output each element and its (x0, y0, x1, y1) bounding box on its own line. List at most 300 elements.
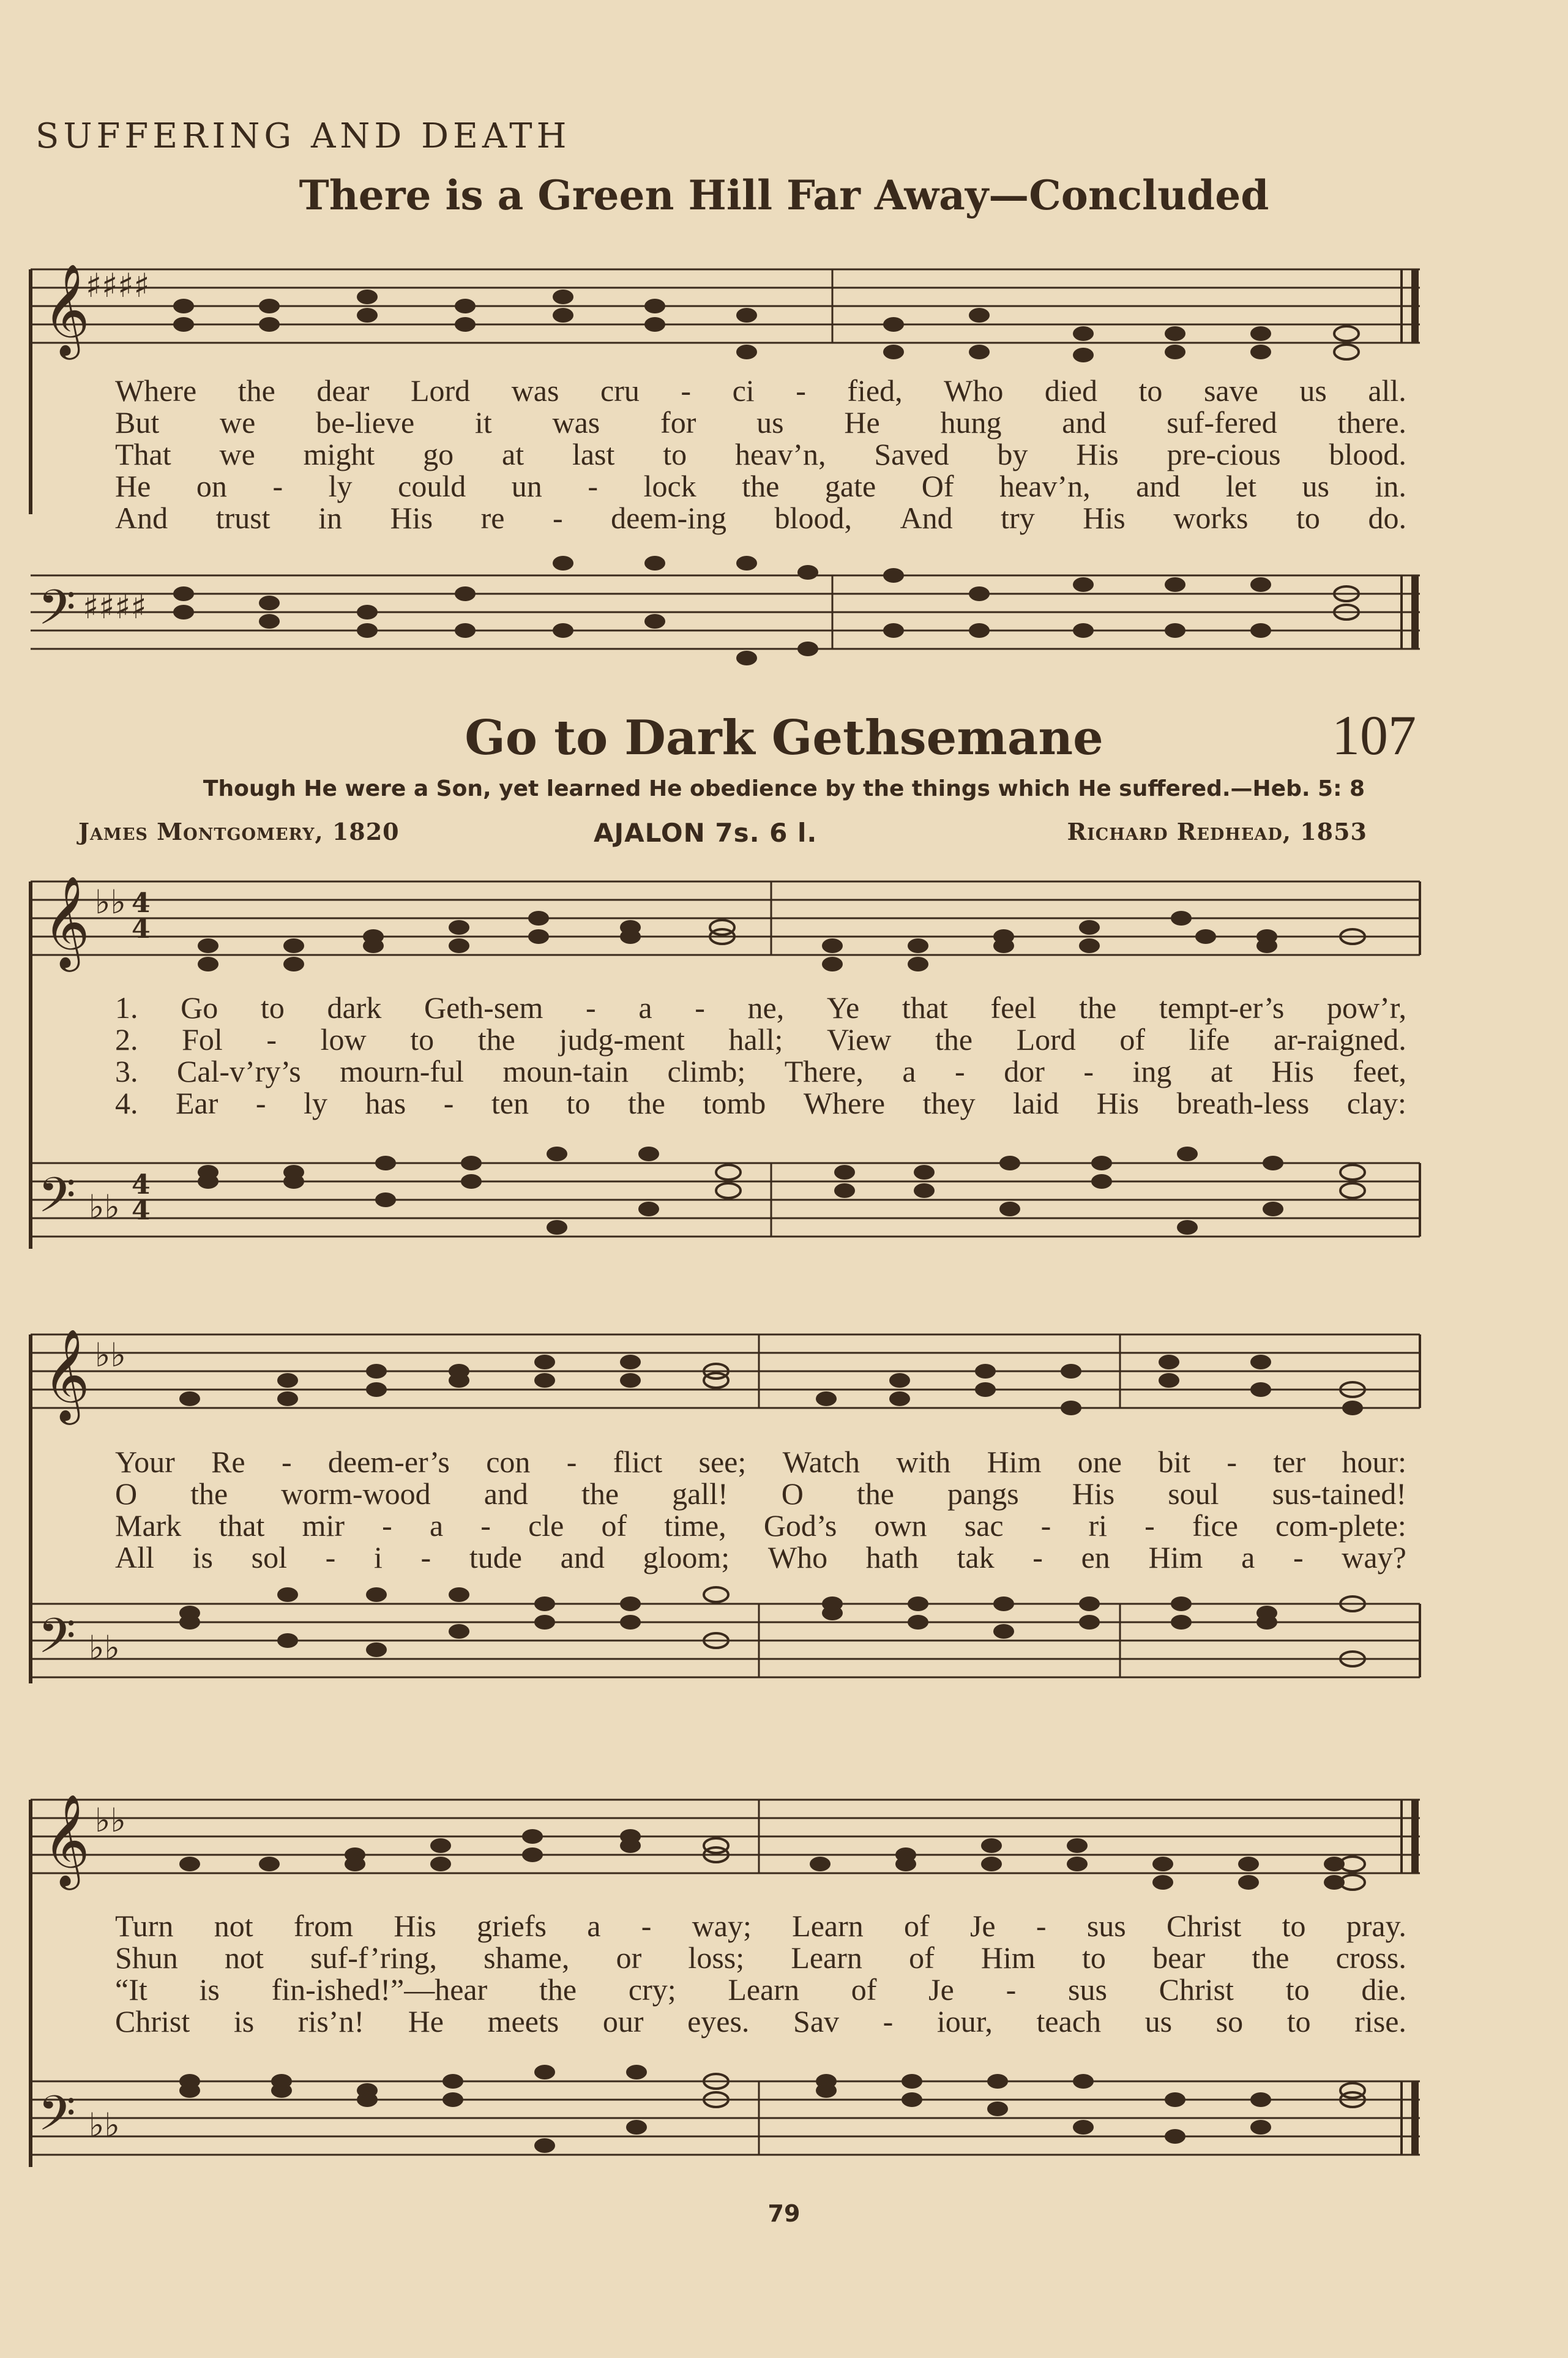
lyric-word: has (365, 1086, 406, 1120)
lyric-word: - (266, 1022, 277, 1057)
lyric-word: the (190, 1477, 228, 1511)
lyric-word: and (1136, 469, 1181, 503)
lyric-word: to (566, 1086, 591, 1120)
lyric-word: heav’n, (999, 469, 1091, 503)
lyric-word: ris’n! (297, 2004, 365, 2038)
lyric-word: not (214, 1909, 253, 1943)
lyric-word: us (1144, 2004, 1173, 2038)
lyric-word: “It (115, 1972, 147, 2007)
svg-text:𝄢: 𝄢 (38, 1167, 76, 1235)
lyric-word: 4. (115, 1086, 138, 1120)
lyric-word: - (480, 1508, 491, 1543)
lyric-word: - (695, 990, 705, 1025)
lyric-word: own (874, 1508, 927, 1543)
lyric-word: pre-cious (1167, 437, 1281, 471)
lyric-word: deem-ing (611, 501, 726, 535)
lyric-word: Geth-sem (424, 990, 543, 1025)
lyric-word: Who (767, 1540, 828, 1574)
lyric-word: His (1076, 437, 1119, 471)
lyric-line (115, 1910, 1406, 1942)
lyric-line (115, 438, 1406, 470)
lyric-word: Cal-v’ry’s (177, 1054, 301, 1088)
lyric-word: died (1044, 373, 1097, 408)
lyric-word: - (1006, 1972, 1017, 2007)
lyric-word: Learn (791, 1941, 862, 1975)
lyric-word: re (480, 501, 505, 535)
lyric-word: of (851, 1972, 877, 2007)
lyric-word: to (1138, 373, 1163, 408)
hymn-a-treble-staff (24, 257, 1426, 380)
svg-text:♯♯♯♯: ♯♯♯♯ (83, 588, 147, 626)
lyric-word: And (115, 501, 168, 535)
lyric-word: one (1077, 1445, 1122, 1479)
lyric-word: O (781, 1477, 804, 1511)
lyric-word: bear (1152, 1941, 1206, 1975)
lyric-word: the (539, 1972, 577, 2007)
lyric-word: of (904, 1909, 930, 1943)
lyric-word: and (560, 1540, 605, 1574)
lyric-word: gate (824, 469, 876, 503)
svg-text:𝄞: 𝄞 (43, 1328, 90, 1421)
lyric-word: Je (928, 1972, 954, 2007)
lyric-word: 3. (115, 1054, 138, 1088)
lyric-word: Fol (182, 1022, 223, 1057)
lyric-word: dor (1004, 1054, 1045, 1088)
lyric-word: for (660, 405, 696, 440)
lyric-word: un (511, 469, 542, 503)
lyric-word: from (293, 1909, 354, 1943)
lyric-line (115, 1087, 1406, 1119)
lyric-word: Lord (1016, 1022, 1076, 1057)
lyric-word: pangs (947, 1477, 1019, 1511)
lyric-word: in. (1375, 469, 1406, 503)
lyric-word: feet, (1353, 1054, 1406, 1088)
lyric-word: rise. (1354, 2004, 1406, 2038)
svg-text:𝄞: 𝄞 (43, 1793, 90, 1886)
lyric-line (115, 1446, 1406, 1478)
system-1-treble-staff (24, 869, 1426, 992)
system-2-treble-staff (24, 1322, 1426, 1445)
lyric-line (115, 406, 1406, 438)
hymn-a-bass-staff (24, 551, 1426, 673)
lyric-word: ing (1132, 1054, 1172, 1088)
lyric-line (115, 1055, 1406, 1087)
lyric-word: sac (964, 1508, 1004, 1543)
lyric-word: feel (990, 990, 1037, 1025)
lyric-word: sus-tained! (1272, 1477, 1406, 1511)
lyric-word: all. (1368, 373, 1406, 408)
lyric-word: Ear (176, 1086, 218, 1120)
lyric-word: - (281, 1445, 292, 1479)
lyric-word: con (486, 1445, 531, 1479)
lyric-word: not (225, 1941, 264, 1975)
lyric-word: Re (211, 1445, 245, 1479)
lyric-word: the (477, 1022, 515, 1057)
lyric-word: suf-fered (1167, 405, 1277, 440)
lyric-line (115, 992, 1406, 1024)
lyric-word: - (552, 501, 563, 535)
lyric-word: fin-ished!”—hear (271, 1972, 488, 2007)
lyric-word: is (233, 2004, 255, 2038)
lyric-word: blood. (1329, 437, 1406, 471)
lyric-word: the (627, 1086, 665, 1120)
lyric-word: His (1083, 501, 1126, 535)
lyric-word: might (303, 437, 375, 471)
lyric-word: His (390, 501, 433, 535)
lyric-word: deem-er’s (327, 1445, 450, 1479)
lyric-word: heav’n, (734, 437, 826, 471)
lyric-word: His (1072, 1477, 1115, 1511)
lyric-word: Christ (1167, 1909, 1242, 1943)
lyric-word: that (218, 1508, 265, 1543)
lyric-word: tomb (703, 1086, 766, 1120)
lyric-word: flict (613, 1445, 663, 1479)
lyric-word: Christ (1159, 1972, 1234, 2007)
lyric-word: the (935, 1022, 973, 1057)
lyric-line (115, 375, 1406, 406)
lyric-word: And (900, 501, 953, 535)
lyric-word: com-plete: (1275, 1508, 1406, 1543)
lyric-word: - (420, 1540, 431, 1574)
lyric-word: - (255, 1086, 266, 1120)
lyric-word: is (192, 1540, 213, 1574)
lyric-word: at (1210, 1054, 1233, 1088)
svg-text:♭♭: ♭♭ (89, 1188, 120, 1226)
lyric-word: it (474, 405, 492, 440)
hymn-a-lyrics (115, 375, 1406, 534)
lyric-word: cle (528, 1508, 564, 1543)
lyric-word: a (587, 1909, 601, 1943)
lyric-word: His (394, 1909, 436, 1943)
lyric-word: to (1296, 501, 1320, 535)
section-heading: SUFFERING AND DEATH (35, 116, 571, 156)
lyric-word: was (511, 373, 559, 408)
lyric-word: Who (944, 373, 1004, 408)
lyric-word: works (1173, 501, 1249, 535)
svg-text:♭♭: ♭♭ (89, 1628, 120, 1667)
lyric-word: our (602, 2004, 644, 2038)
lyric-word: last (572, 437, 615, 471)
lyric-word: by (997, 437, 1028, 471)
lyric-word: to (1285, 1972, 1310, 2007)
lyric-word: try (1001, 501, 1035, 535)
lyric-word: us (1302, 469, 1329, 503)
lyric-word: die. (1361, 1972, 1406, 2007)
lyric-word: teach (1036, 2004, 1101, 2038)
lyric-word: Sav (793, 2004, 840, 2038)
lyric-word: - (382, 1508, 392, 1543)
lyric-word: meets (487, 2004, 559, 2038)
lyric-word: a (429, 1508, 444, 1543)
lyric-line (115, 502, 1406, 534)
lyric-word: - (955, 1054, 965, 1088)
lyric-word: of (1119, 1022, 1146, 1057)
lyric-word: to (663, 437, 687, 471)
svg-text:♭♭: ♭♭ (95, 1801, 126, 1840)
lyric-word: Where (803, 1086, 886, 1120)
lyric-word: a (902, 1054, 916, 1088)
lyric-word: pray. (1346, 1909, 1406, 1943)
lyric-word: cry; (628, 1972, 676, 2007)
lyric-word: was (552, 405, 600, 440)
lyric-word: us (756, 405, 784, 440)
lyric-word: to (1286, 2004, 1311, 2038)
lyric-word: bit (1158, 1445, 1191, 1479)
svg-text:𝄞: 𝄞 (43, 263, 90, 356)
lyric-word: Go (181, 990, 218, 1025)
lyric-word: so (1215, 2004, 1244, 2038)
lyric-word: sus (1086, 1909, 1126, 1943)
lyric-word: is (199, 1972, 220, 2007)
lyric-word: - (1040, 1508, 1051, 1543)
lyric-word: lock (643, 469, 696, 503)
lyric-word: His (1096, 1086, 1140, 1120)
svg-text:4: 4 (132, 888, 151, 919)
lyric-word: moun-tain (502, 1054, 629, 1088)
lyric-word: at (502, 437, 525, 471)
lyric-word: - (443, 1086, 454, 1120)
system-2-bass-staff (24, 1579, 1426, 1702)
lyric-word: clay: (1346, 1086, 1406, 1120)
lyric-word: Shun (115, 1941, 178, 1975)
lyric-word: to (1082, 1941, 1106, 1975)
lyric-word: cru (600, 373, 640, 408)
svg-text:♭♭: ♭♭ (95, 1336, 126, 1374)
lyric-word: But (115, 405, 160, 440)
scripture-epigraph: Though He were a Son, yet learned He obedience by the things which He suffered.—Heb. 5: 8 (203, 776, 1365, 801)
lyric-line (115, 1024, 1406, 1055)
lyric-line (115, 1541, 1406, 1573)
lyric-word: ten (491, 1086, 529, 1120)
lyric-word: sol (251, 1540, 287, 1574)
hymn-number: 107 (1332, 704, 1416, 766)
lyric-word: pow’r, (1327, 990, 1406, 1025)
lyric-word: ly (328, 469, 353, 503)
lyric-word: - (796, 373, 806, 408)
lyric-word: Lord (410, 373, 471, 408)
lyric-word: Him (980, 1941, 1036, 1975)
lyric-word: the (742, 469, 780, 503)
lyric-word: gloom; (643, 1540, 730, 1574)
svg-text:♭♭: ♭♭ (95, 883, 126, 921)
lyric-word: hath (865, 1540, 919, 1574)
lyric-word: His (1271, 1054, 1314, 1088)
lyric-word: life (1189, 1022, 1230, 1057)
lyric-word: of (601, 1508, 627, 1543)
lyric-word: hung (940, 405, 1002, 440)
lyric-word: eyes. (687, 2004, 750, 2038)
lyric-word: There, (784, 1054, 864, 1088)
svg-text:4: 4 (132, 913, 151, 945)
lyric-word: fice (1192, 1508, 1238, 1543)
lyric-word: ri (1088, 1508, 1108, 1543)
svg-text:𝄢: 𝄢 (38, 579, 76, 648)
words-credit: James Montgomery, 1820 (78, 818, 400, 845)
lyric-word: us (1299, 373, 1327, 408)
lyric-word: - (566, 1445, 577, 1479)
lyric-word: breath-less (1176, 1086, 1310, 1120)
svg-text:♯♯♯♯: ♯♯♯♯ (86, 266, 150, 305)
lyric-word: Of (921, 469, 954, 503)
lyric-word: we (220, 405, 256, 440)
lyric-word: gall! (672, 1477, 728, 1511)
lyric-word: Watch (782, 1445, 861, 1479)
system-2-lyrics (115, 1446, 1406, 1573)
lyric-word: ly (304, 1086, 327, 1120)
lyric-word: dark (327, 990, 382, 1025)
lyric-word: O (115, 1477, 138, 1511)
lyric-word: go (423, 437, 454, 471)
lyric-word: That (115, 437, 171, 471)
lyric-word: save (1203, 373, 1258, 408)
lyric-word: we (219, 437, 255, 471)
lyric-word: cross. (1335, 1941, 1406, 1975)
page-number: 79 (767, 2200, 801, 2227)
system-1-lyrics (115, 992, 1406, 1119)
lyric-word: 2. (115, 1022, 138, 1057)
lyric-word: All (115, 1540, 154, 1574)
lyric-word: they (922, 1086, 976, 1120)
lyric-word: Learn (792, 1909, 864, 1943)
lyric-word: worm-wood (281, 1477, 431, 1511)
lyric-word: fied, (847, 373, 903, 408)
lyric-word: of (909, 1941, 935, 1975)
lyric-word: tak (957, 1540, 995, 1574)
lyric-word: - (588, 469, 598, 503)
lyric-word: griefs (477, 1909, 547, 1943)
lyric-word: - (272, 469, 283, 503)
lyric-word: - (883, 2004, 894, 2038)
lyric-word: - (1083, 1054, 1094, 1088)
svg-text:4: 4 (132, 1169, 151, 1200)
lyric-word: hour: (1342, 1445, 1406, 1479)
lyric-word: en (1081, 1540, 1110, 1574)
lyric-word: and (1062, 405, 1107, 440)
lyric-word: loss; (688, 1941, 745, 1975)
lyric-line (115, 1510, 1406, 1541)
lyric-word: Saved (874, 437, 949, 471)
lyric-word: ci (732, 373, 755, 408)
svg-text:4: 4 (132, 1195, 151, 1226)
lyric-word: - (1032, 1540, 1043, 1574)
lyric-line (115, 470, 1406, 502)
lyric-word: the (1252, 1941, 1290, 1975)
lyric-word: - (681, 373, 692, 408)
music-credit: Richard Redhead, 1853 (1067, 818, 1367, 845)
lyric-word: He (408, 2004, 444, 2038)
lyric-word: - (325, 1540, 336, 1574)
lyric-word: ne, (747, 990, 785, 1025)
lyric-word: judg-ment (559, 1022, 685, 1057)
lyric-word: He (115, 469, 151, 503)
lyric-word: iour, (936, 2004, 993, 2038)
lyric-word: low (320, 1022, 367, 1057)
system-3-lyrics (115, 1910, 1406, 2037)
svg-text:𝄢: 𝄢 (38, 2085, 76, 2154)
system-3-bass-staff (24, 2057, 1426, 2179)
lyric-word: the (581, 1477, 619, 1511)
lyric-word: way; (692, 1909, 752, 1943)
lyric-word: and (483, 1477, 528, 1511)
lyric-word: dear (316, 373, 370, 408)
svg-text:𝄞: 𝄞 (43, 875, 90, 968)
lyric-word: Christ (115, 2004, 190, 2038)
lyric-word: mourn-ful (340, 1054, 464, 1088)
lyric-word: Your (115, 1445, 175, 1479)
lyric-word: to (1282, 1909, 1306, 1943)
lyric-word: - (641, 1909, 652, 1943)
lyric-word: a (1241, 1540, 1255, 1574)
lyric-word: soul (1168, 1477, 1219, 1511)
lyric-word: 1. (115, 990, 138, 1025)
lyric-line (115, 1974, 1406, 2005)
lyric-word: - (1036, 1909, 1047, 1943)
system-1-bass-staff (24, 1139, 1426, 1261)
lyric-word: way? (1342, 1540, 1406, 1574)
lyric-word: shame, (483, 1941, 570, 1975)
lyric-word: climb; (667, 1054, 746, 1088)
lyric-word: with (896, 1445, 951, 1479)
lyric-word: ter (1273, 1445, 1306, 1479)
lyric-word: suf-f’ring, (310, 1941, 437, 1975)
lyric-word: do. (1368, 501, 1406, 535)
lyric-word: trust (215, 501, 271, 535)
lyric-word: Turn (115, 1909, 174, 1943)
lyric-word: let (1225, 469, 1256, 503)
lyric-word: laid (1013, 1086, 1059, 1120)
lyric-word: could (398, 469, 466, 503)
lyric-word: He (844, 405, 880, 440)
lyric-word: Ye (826, 990, 860, 1025)
lyric-word: Learn (728, 1972, 799, 2007)
tune-name: AJALON 7s. 6 l. (594, 818, 818, 848)
lyric-word: View (827, 1022, 892, 1057)
svg-text:𝄢: 𝄢 (38, 1608, 76, 1676)
lyric-word: - (1293, 1540, 1304, 1574)
lyric-word: Where (115, 373, 197, 408)
lyric-word: - (1144, 1508, 1155, 1543)
hymn-a-title: There is a Green Hill Far Away—Concluded (299, 171, 1269, 219)
lyric-word: the (237, 373, 275, 408)
lyric-word: a (638, 990, 652, 1025)
lyric-word: Je (969, 1909, 996, 1943)
lyric-word: hall; (728, 1022, 783, 1057)
lyric-word: blood, (774, 501, 852, 535)
lyric-word: in (318, 501, 343, 535)
svg-text:♭♭: ♭♭ (89, 2106, 120, 2144)
lyric-word: mir (302, 1508, 345, 1543)
lyric-line (115, 1942, 1406, 1974)
lyric-word: time, (664, 1508, 726, 1543)
lyric-line (115, 2005, 1406, 2037)
lyric-word: to (260, 990, 285, 1025)
lyric-word: ar-raigned. (1273, 1022, 1406, 1057)
lyric-word: on (196, 469, 227, 503)
system-3-treble-staff (24, 1787, 1426, 1910)
lyric-word: i (373, 1540, 383, 1574)
lyric-word: the (856, 1477, 894, 1511)
lyric-word: to (410, 1022, 435, 1057)
hymn-b-title: Go to Dark Gethsemane (465, 710, 1103, 766)
lyric-word: Mark (115, 1508, 182, 1543)
lyric-word: there. (1337, 405, 1406, 440)
lyric-word: see; (698, 1445, 747, 1479)
lyric-word: tude (469, 1540, 522, 1574)
lyric-word: Him (1148, 1540, 1203, 1574)
lyric-word: Him (987, 1445, 1042, 1479)
lyric-line (115, 1478, 1406, 1510)
lyric-word: that (902, 990, 948, 1025)
